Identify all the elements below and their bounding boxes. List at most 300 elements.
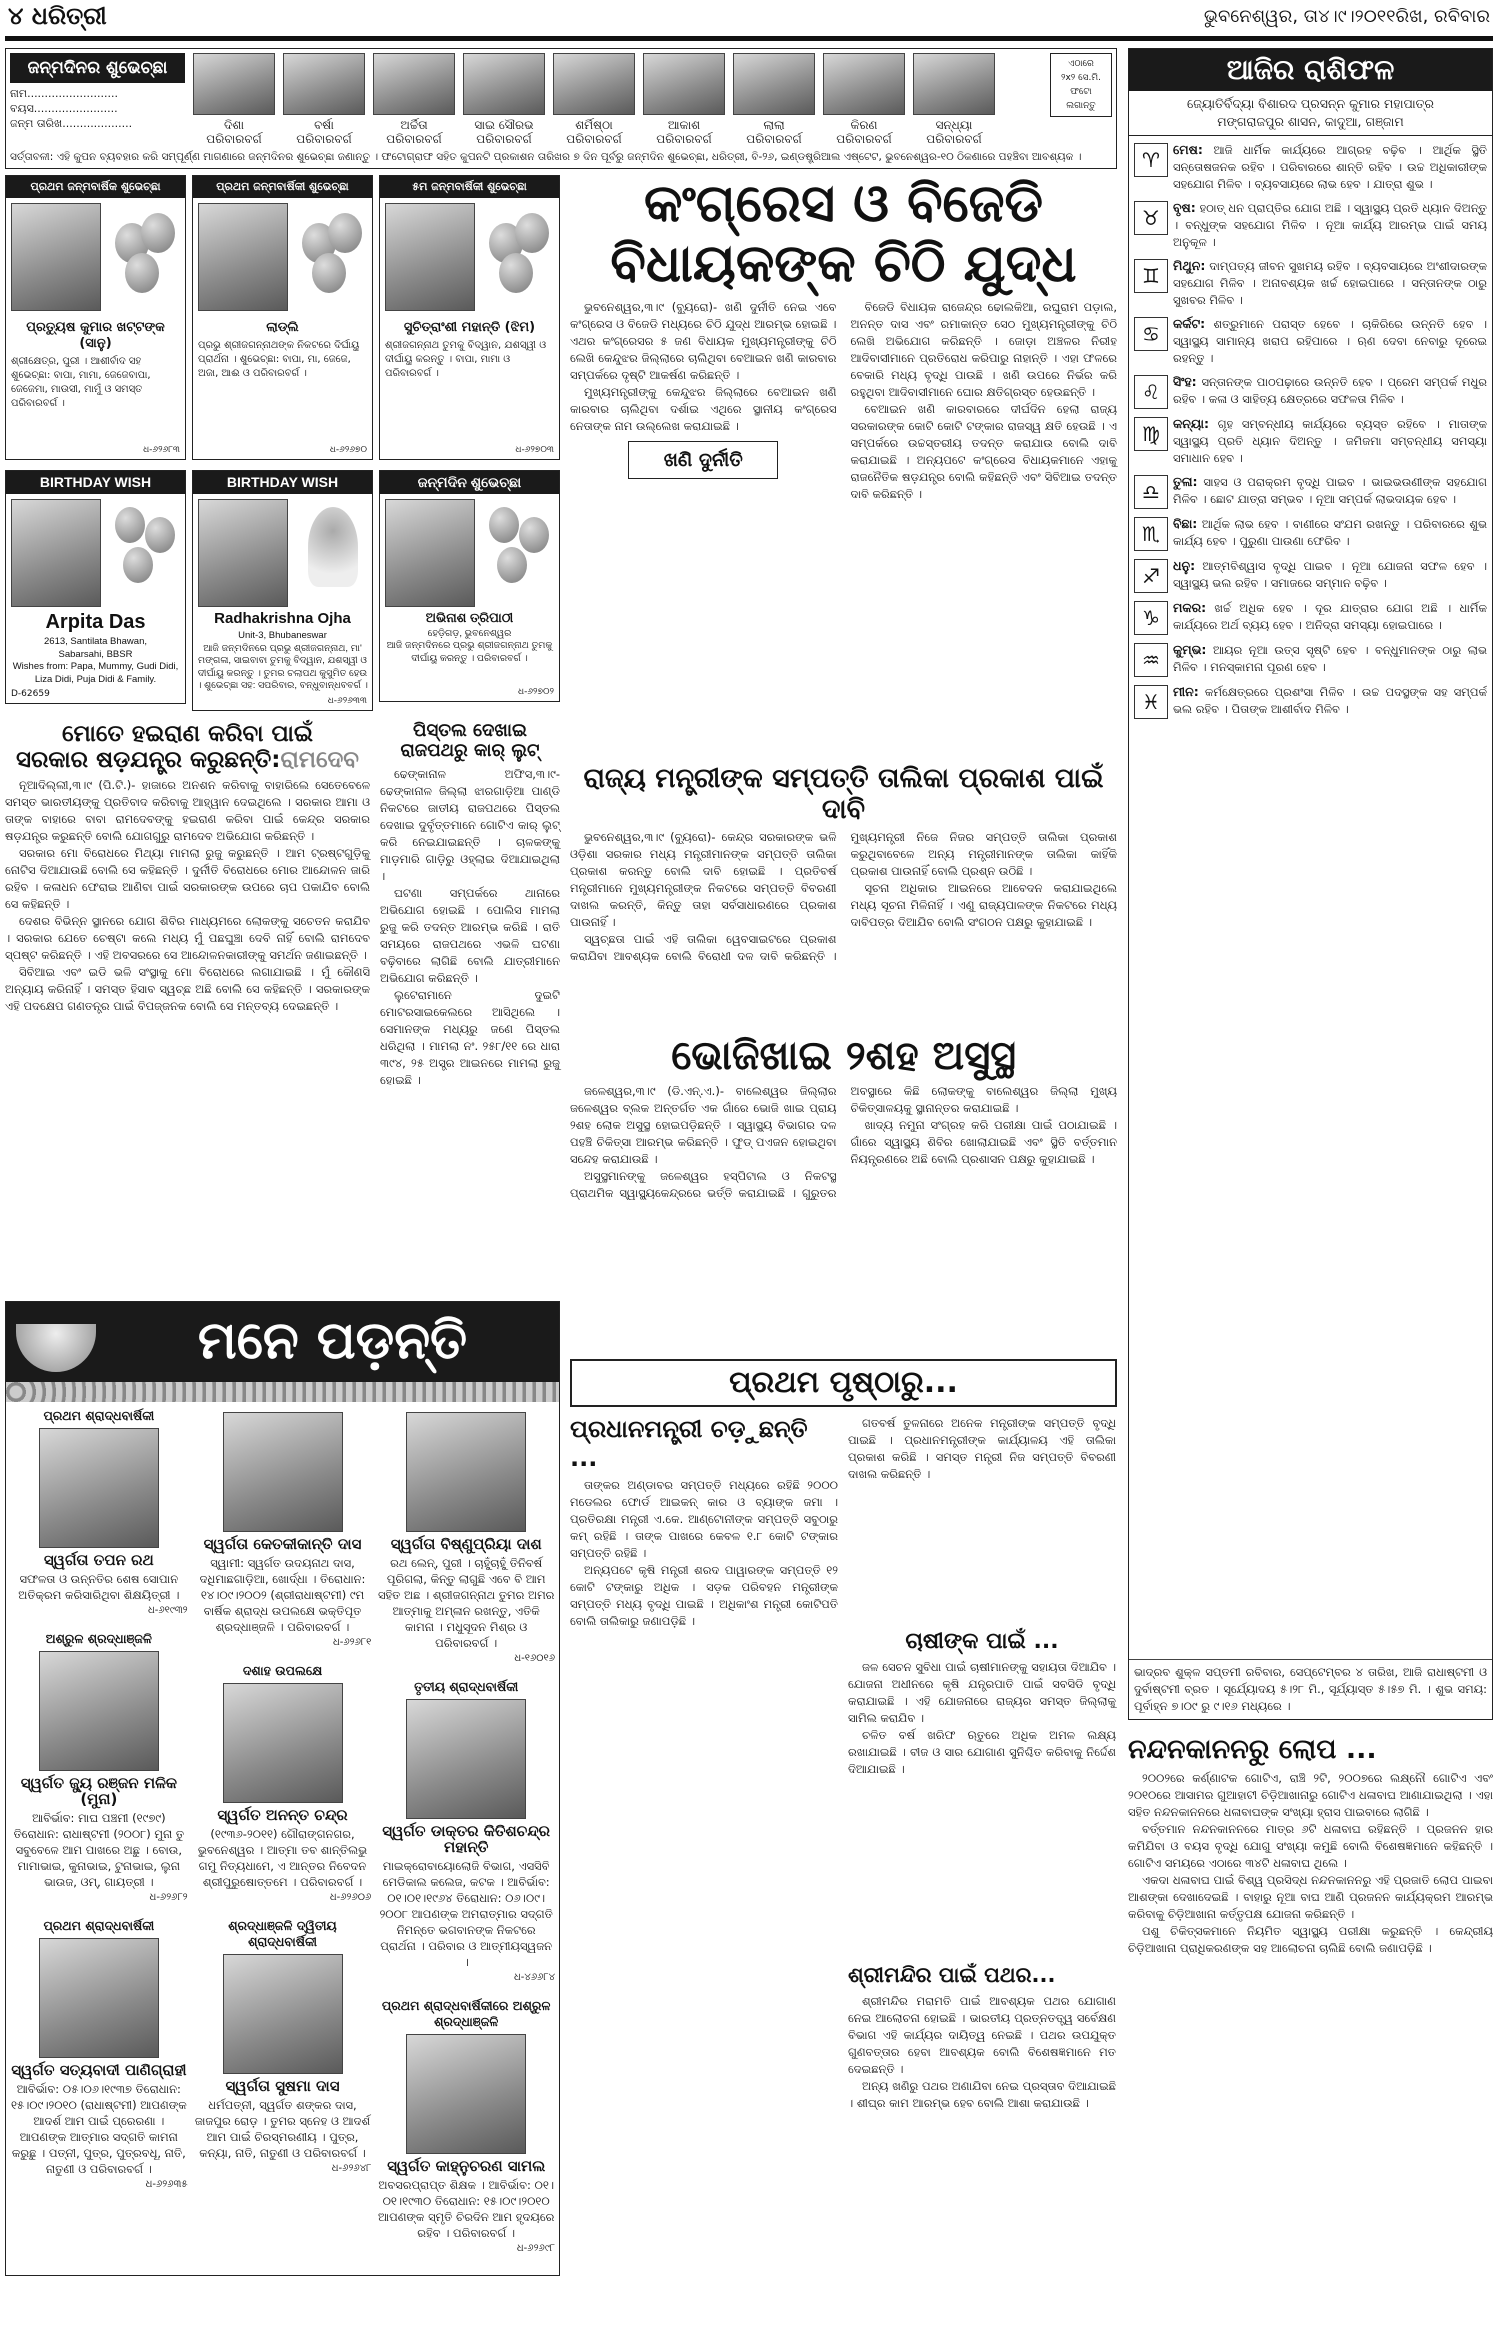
rashifal-title: ଆଜିର ରାଶିଫଳ <box>1129 49 1492 91</box>
wish-line: Wishes from: Papa, Mummy, Gudi Didi, Liza Didi, Puja Didi & Family. <box>12 661 179 685</box>
obituary-photo <box>406 2034 526 2154</box>
obituary-code: ଧ-୬୨୬୦୬ <box>329 1891 372 1903</box>
speaker: ରାମଦେବ <box>280 746 359 773</box>
temple-headline: ଶ୍ରୀମନ୍ଦିର ପାଇଁ ପଥର... <box>848 1963 1056 1988</box>
obituary-name: ସ୍ୱର୍ଗତା କେତକୀକାନ୍ତି ଦାସ <box>203 1534 362 1553</box>
wish-line: Unit-3, Bhubaneswar <box>238 630 327 641</box>
paragraph: ଶ୍ରୀମନ୍ଦିର ମରାମତି ପାଇଁ ଆବଶ୍ୟକ ପଥର ଯୋଗାଣ ନେଇ ଆଲୋଚନା ହୋଇଛି । ଭାରତୀୟ ପ୍ରତ୍ନତତ୍ତ୍ୱ ସର୍ବେକ୍ଷଣ ବିଭାଗ ଏହି କାର୍ଯ୍ୟର ଦାୟିତ୍ୱ ନେଇଛି । ପଥର ଉପଯୁକ୍ତ ଗୁଣବତ୍ତାର ହେବା ଆବଶ୍ୟକ ବୋଲି ବିଶେଷଜ୍ଞମାନେ ମତ ଦେଇଛନ୍ତି । <box>848 1993 1116 2076</box>
kid-photo <box>463 53 545 115</box>
obituary-text: ଅବସରପ୍ରାପ୍ତ ଶିକ୍ଷକ । ଆବିର୍ଭାବ: ୦୧।୦୧।୧୯୩୦ ତିରୋଧାନ: ୧୫।୦୯।୨୦୧୦ ଆପଣଙ୍କ ସ୍ମୃତି ଚିରଦିନ ଆମ ହୃଦୟରେ ରହିବ । ପରିବାରବର୍ଗ । <box>377 2177 555 2240</box>
kid-photo <box>193 53 275 115</box>
ad-text: ପ୍ରଭୁ ଶ୍ରୀଜଗନ୍ନାଥଙ୍କ ନିକଟରେ ଦିର୍ଘାୟୁ ପ୍ରାର୍ଥନା । ଶୁଭେଚ୍ଛା: ବାପା, ମା, ଜେଜେ, ଅଜା, ଆଈ ଓ ପରିବାରବର୍ଗ । <box>198 340 360 379</box>
paragraph: ଏକଦା ଧଳାବାଘ ପାଇଁ ବିଶ୍ୱ ପ୍ରସିଦ୍ଧ ନନ୍ଦନକାନନରୁ ଏହି ପ୍ରଜାତି ଲୋପ ପାଇବା ଆଶଙ୍କା ଦେଖାଦେଇଛି । ବାହାରୁ ନୂଆ ବାଘ ଆଣି ପ୍ରଜନନ କାର୍ଯ୍ୟକ୍ରମ ଆରମ୍ଭ କରିବାକୁ ଚିଡ଼ିଆଖାନା କର୍ତ୍ତୃପକ୍ଷ ଯୋଜନା କରିଛନ୍ତି । <box>1128 1873 1493 1922</box>
kid-card <box>193 53 275 146</box>
memorial-banner <box>6 1302 559 1402</box>
rashi-text: ଆୟର ନୂଆ ଉତ୍ସ ସୃଷ୍ଟି ହେବ । ବନ୍ଧୁମାନଙ୍କ ଠାରୁ ଲାଭ ମିଳିବ । ମନସ୍କାମନା ପୂରଣ ହେବ । <box>1173 643 1487 674</box>
kid-family: ପରିବାରବର୍ଗ <box>926 132 982 146</box>
kid-photo <box>823 53 905 115</box>
nandan-section <box>1128 1734 1493 1957</box>
wish-photo <box>385 499 475 607</box>
obituary <box>10 1631 188 1906</box>
memorial-column <box>10 1408 188 2269</box>
obituary <box>377 1998 555 2257</box>
obituary-code: ଧ-୧୬୦୧୬ <box>514 1652 556 1664</box>
wish-name: Radhakrishna Ojha <box>214 610 351 627</box>
obituary-photo <box>39 1651 159 1771</box>
birthday-ads <box>5 175 560 460</box>
obituary-text: (୧୯୩୬-୨୦୧୧) ଗୌରାଙ୍ଗନଗର, ଭୁବନେଶ୍ୱର । ଆତ୍ମା ତବ ଶାନ୍ତିଲଭୁ ଗମୁ ନିତ୍ୟଧାମେ, ଏ ଆନ୍ତର ନିବେଦନ ଶ୍ରୀପୁରୁଷୋତ୍ତମେ । ପରିବାରବର୍ଗ । <box>197 1826 368 1889</box>
birthday-wish-ad <box>5 470 186 704</box>
obituary <box>194 1663 372 1906</box>
paragraph: ନୂଆଦିଲ୍ଲୀ,୩।୯ (ପି.ଟି.)- ହାଜାରେ ଅନଶନ କରିବାକୁ ବାହାରିଲେ ସେତେବେଳେ ସମସ୍ତ ଭାରତୀୟଙ୍କୁ ପ୍ରତିବାଦ କରିବାକୁ ଆହ୍ୱାନ ଦେଇଥିଲେ । ସରକାର ଆମା ଓ ତାଙ୍କ ବାହାରେ ବାବା ରାମଦେବଙ୍କୁ ହଇରାଣ କରିବା ପାଇଁ କେନ୍ଦ୍ର ସରକାର ଷଡ଼ଯନ୍ତ୍ର କରୁଛନ୍ତି ବୋଲି ଯୋଗଗୁରୁ ରାମଦେବ ଅଭିଯୋଗ କରିଛନ୍ତି । <box>5 778 370 844</box>
obituary-text: ଧର୍ମପତ୍ନୀ, ସ୍ୱର୍ଗତ ଶଙ୍କର ଦାସ, ଜାଜପୁର ରୋଡ଼ । ତୁମର ସ୍ନେହ ଓ ଆଦର୍ଶ ଆମ ପାଇଁ ଚିରସ୍ମରଣୀୟ । ପୁତ୍ର, କନ୍ୟା, ନାତି, ନାତୁଣୀ ଓ ପରିବାରବର୍ଗ । <box>194 2097 371 2160</box>
kid-photo <box>913 53 995 115</box>
zodiac-icon: ♍ <box>1134 417 1168 451</box>
rashifal-place: ମଙ୍ଗରାଜପୁର ଶାସନ, କାଦୁଆ, ଗଞ୍ଜାମ <box>1217 114 1404 129</box>
obituary-text: ସ୍ୱାମୀ: ସ୍ୱର୍ଗତ ଉଦୟନାଥ ଦାସ, ଦଧିମାଛଗାଡ଼ିଆ, ଖୋର୍ଦ୍ଧା । ତିରୋଧାନ: ୧୪।୦୯।୨୦୦୨ (ଶ୍ରୀରାଧାଷ୍ଟମୀ) ୯ମ ବାର୍ଷିକ ଶ୍ରାଦ୍ଧ ଉପଲକ୍ଷେ ଭକ୍ତିପୂତ ଶ୍ରଦ୍ଧାଞ୍ଜଳି । ପରିବାରବର୍ଗ । <box>199 1555 366 1634</box>
rashi-text: ଦାମ୍ପତ୍ୟ ଜୀବନ ସୁଖମୟ ରହିବ । ବ୍ୟବସାୟରେ ଅଂଶୀଦାରଙ୍କ ସହଯୋଗ ମିଳିବ । ଅନାବଶ୍ୟକ ଖର୍ଚ୍ଚ ହୋଇପାରେ । ସନ୍ତାନଙ୍କ ଠାରୁ ସୁଖବର ମିଳିବ । <box>1173 259 1487 307</box>
obituary-heading: ପ୍ରଥମ ଶ୍ରାଦ୍ଧବାର୍ଷିକୀ <box>43 1407 155 1423</box>
rashi-entry <box>1134 515 1487 551</box>
obituary-code: ଧ-୬୨୬୮୨ <box>149 1891 188 1903</box>
headline-line: ମୋତେ ହଇରାଣ କରିବା ପାଇଁ <box>61 720 314 747</box>
kid-photo <box>733 53 815 115</box>
rashi-entry <box>1134 257 1487 309</box>
rashi-entry <box>1134 557 1487 593</box>
kid-family: ପରିବାରବର୍ଗ <box>566 132 622 146</box>
pm-article <box>570 1477 838 1630</box>
ramdev-article <box>5 777 370 1015</box>
ad-name: ଲାଡ୍ଲି <box>266 320 299 335</box>
kid-photo <box>373 53 455 115</box>
obituary-code: ଧ-୬୧୯୩୨ <box>147 1604 188 1616</box>
ad-photo <box>11 203 101 311</box>
wish-name: ଅଭିନାଶ ତ୍ରିପାଠୀ <box>425 610 514 625</box>
rashi-name: ସିଂହ: <box>1173 374 1197 389</box>
kid-family: ପରିବାରବର୍ଗ <box>836 132 892 146</box>
ad-picture <box>11 203 180 315</box>
obituary-photo <box>223 1683 343 1803</box>
obituary <box>194 1918 372 2177</box>
ad-title: ପ୍ରଥମ ଜନ୍ମବାର୍ଷିକ ଶୁଭେଚ୍ଛା <box>6 176 185 198</box>
birthday-coupon <box>5 48 1117 169</box>
obituary <box>377 1679 555 1986</box>
balloon-icon <box>328 213 362 253</box>
rashi-name: ମକର: <box>1173 600 1207 615</box>
obituary-name: ସ୍ୱର୍ଗତ ଅନନ୍ତ ଚନ୍ଦ୍ର <box>217 1805 348 1824</box>
paragraph: ଗତବର୍ଷ ତୁଳନାରେ ଅନେକ ମନ୍ତ୍ରୀଙ୍କ ସମ୍ପତ୍ତି ବୃଦ୍ଧି ପାଇଛି । ପ୍ରଧାନମନ୍ତ୍ରୀଙ୍କ କାର୍ଯ୍ୟାଳୟ ଏହି ତାଲିକା ପ୍ରକାଶ କରିଛି । ସମସ୍ତ ମନ୍ତ୍ରୀ ନିଜ ସମ୍ପତ୍ତି ବିବରଣୀ ଦାଖଲ କରିଛନ୍ତି । <box>848 1416 1116 1481</box>
paragraph: ଭୁବନେଶ୍ୱର,୩।୯ (ବ୍ୟୁରୋ)- କେନ୍ଦ୍ର ସରକାରଙ୍କ ଭଳି ଓଡ଼ିଶା ସରକାର ମଧ୍ୟ ମନ୍ତ୍ରୀମାନଙ୍କ ସମ୍ପତ୍ତି ତାଲିକା ପ୍ରକାଶ କରନ୍ତୁ ବୋଲି ଦାବି ହୋଇଛି । ପ୍ରତିବର୍ଷ ମନ୍ତ୍ରୀମାନେ ମୁଖ୍ୟମନ୍ତ୍ରୀଙ୍କ ନିକଟରେ ସମ୍ପତ୍ତି ବିବରଣୀ ଦାଖଲ କରନ୍ତି, କିନ୍ତୁ ତାହା ସର୍ବସାଧାରଣରେ ପ୍ରକାଶ ପାଉନାହିଁ । <box>570 830 837 930</box>
left-and-middle <box>5 175 1117 2276</box>
rashifal-byline <box>1129 91 1492 136</box>
kid-photo <box>553 53 635 115</box>
pm-section <box>570 1415 838 1630</box>
memorial-columns <box>6 1402 559 2275</box>
right-column <box>1128 48 1493 1957</box>
obituary <box>10 1408 188 1619</box>
kids-photo-row <box>193 53 1042 146</box>
wish-text <box>6 634 185 688</box>
paragraph: ତାଙ୍କର ଅଣ୍ଡାବର ସମ୍ପତ୍ତି ମଧ୍ୟରେ ରହିଛି ୨୦୦୦ ମଡେଲର ଫୋର୍ଡ ଆଇକନ୍ କାର ଓ ବ୍ୟାଙ୍କ ଜମା । ପ୍ରତିରକ୍ଷା ମନ୍ତ୍ରୀ ଏ.କେ. ଆଣ୍ଟୋନୀଙ୍କ ସମ୍ପତ୍ତି ସବୁଠାରୁ କମ୍ ରହିଛି । ତାଙ୍କ ପାଖରେ କେବଳ ୧.୮ କୋଟି ଟଙ୍କାର ସମ୍ପତ୍ତି ରହିଛି । <box>570 1477 838 1560</box>
paragraph: ୨୦୦୨ରେ କର୍ଣ୍ଣାଟକ ଗୋଟିଏ, ରାଞ୍ଚି ୨ଟି, ୨୦୦୭ରେ ଲକ୍ଷ୍ନୌ ଗୋଟିଏ ଏବଂ ୨୦୧୦ରେ ଆସାମର ଗୁଆହାଟୀ ଚିଡ଼ିଆଖାନାରୁ ଗୋଟିଏ ଧଳାବାଘ ଆଣାଯାଇଥିଲା । ଏହା ସହିତ ନନ୍ଦନକାନନରେ ଧଳାବାଘଙ୍କ ସଂଖ୍ୟା ହ୍ରାସ ପାଇବାରେ ଲାଗିଛି । <box>1128 1771 1493 1820</box>
rashifal-author: ଜ୍ୟୋତିର୍ବିଦ୍ୟା ବିଶାରଦ ପ୍ରସନ୍ନ କୁମାର ମହାପାତ୍ର <box>1186 96 1435 111</box>
headline-line: ରାଜପଥରୁ କାର୍ ଲୁଟ୍ <box>400 740 540 762</box>
balloon-icon <box>499 253 533 293</box>
ad-name: ସୁଚିତ୍ରାଂଶୀ ମହାନ୍ତି (ଝିମ) <box>403 320 536 335</box>
birthday-ad <box>379 175 560 460</box>
balloon-icon <box>141 213 175 253</box>
obituary-text: ଆବିର୍ଭାବ: ମାଘ ପଞ୍ଚମୀ (୧୯୭୯) ତିରୋଧାନ: ରାଧାଷ୍ଟମୀ (୨୦୦୮) ମୁନା ତୁ ସବୁବେଳେ ଆମ ପାଖରେ ଅଛୁ । ବୋଉ, ମାମାଭାଇ, କୁନାଭାଇ, ଟୁନାଭାଇ, ଲୁନା ଭାଉଜ, ଓମ୍, ଗାୟତ୍ରୀ । <box>13 1810 185 1889</box>
rashi-name: କୁମ୍ଭ: <box>1173 642 1207 657</box>
food-headline: ଭୋଜିଖାଇ ୨ଶହ ଅସୁସ୍ଥ <box>671 1033 1016 1079</box>
rashi-text: ଶତ୍ରୁମାନେ ପରାସ୍ତ ହେବେ । ଚାକିରିରେ ଉନ୍ନତି ହେବ । ସ୍ୱାସ୍ଥ୍ୟ ସାମାନ୍ୟ ଖରାପ ରହିପାରେ । ଋଣ ଦେବା ନେବାରୁ ଦୂରେଇ ରହନ୍ତୁ । <box>1173 317 1487 365</box>
headline-line: ସରକାର ଷଡ଼ଯନ୍ତ୍ର କରୁଛନ୍ତି: <box>16 746 281 773</box>
zodiac-icon: ♉ <box>1134 201 1168 235</box>
obituary <box>10 1918 188 2193</box>
pm-article-cont <box>848 1415 1116 1625</box>
obituary-name: ସ୍ୱର୍ଗତ ଜ୍ୟୁ ରଞ୍ଜନ ମଳିକ (ମୁନା) <box>20 1773 177 1808</box>
food-article <box>570 1083 1117 1202</box>
memorial-column <box>377 1408 555 2269</box>
pm-headline: ପ୍ରଧାନମନ୍ତ୍ରୀ ଚଡ଼ୁଛନ୍ତି ... <box>570 1415 808 1472</box>
panjika: ଭାଦ୍ରବ ଶୁକ୍ଳ ସପ୍ତମୀ ରବିବାର, ସେପ୍ଟେମ୍ବର ୪ ତାରିଖ, ଆଜି ରାଧାଷ୍ଟମୀ ଓ ଦୁର୍ବାଷ୍ଟମୀ ବ୍ରତ । ସୂର୍ଯ୍ୟୋଦୟ ୫।୨୮ ମି., ସୂର୍ଯ୍ୟାସ୍ତ ୫।୫୭ ମି. । ଶୁଭ ସମୟ: ପୂର୍ବାହ୍ନ ୭।୦୯ ରୁ ୯।୧୬ ମଧ୍ୟରେ । <box>1129 1659 1492 1719</box>
rashi-entry <box>1134 641 1487 677</box>
minister-article <box>570 829 1117 965</box>
ramdev-headline <box>5 721 370 774</box>
obituary <box>377 1412 555 1667</box>
rashi-text: ଗୃହ ସମ୍ବନ୍ଧୀୟ କାର୍ଯ୍ୟରେ ବ୍ୟସ୍ତ ରହିବେ । ମାତାଙ୍କ ସ୍ୱାସ୍ଥ୍ୟ ପ୍ରତି ଧ୍ୟାନ ଦିଅନ୍ତୁ । ଜମିଜମା ସମ୍ବନ୍ଧୀୟ ସମସ୍ୟା ସମାଧାନ ହେବ । <box>1173 417 1487 465</box>
kid-name: କିରଣ <box>850 118 878 132</box>
coupon-terms: ସର୍ତ୍ତାବଳୀ: ଏହି କୁପନ ବ୍ୟବହାର କରି ସମ୍ପୂର୍ଣ୍ଣ ମାଗଣାରେ ଜନ୍ମଦିନର ଶୁଭେଚ୍ଛା ଜଣାନ୍ତୁ । ଫଟୋଗ୍ରାଫ ସହିତ କୁପନଟି ପ୍ରକାଶନ ତାରିଖର ୭ ଦିନ ପୂର୍ବରୁ ଜନ୍ମଦିନ ଶୁଭେଚ୍ଛା, ଧରିତ୍ରୀ, ବି-୨୬, ଇଣ୍ଡଷ୍ଟ୍ରିଆଲ ଏଷ୍ଟେଟ, ଭୁବନେଶ୍ୱର-୧୦ ଠିକଣାରେ ପହଞ୍ଚିବା ଆବଶ୍ୟକ । <box>10 151 1082 163</box>
kid-card <box>373 53 455 146</box>
obituary-photo <box>406 1412 526 1532</box>
ad-picture <box>198 203 367 315</box>
birthday-wish-ad <box>192 470 373 711</box>
photo-note-line: ଲଗାନ୍ତୁ <box>1066 101 1096 111</box>
photo-note-line: ୨x୨ ସେ.ମି. <box>1061 73 1101 83</box>
kid-card <box>463 53 545 146</box>
zodiac-icon: ♑ <box>1134 601 1168 635</box>
balloon-icon <box>145 517 175 553</box>
zodiac-icon: ♋ <box>1134 317 1168 351</box>
balloon-icon <box>515 213 549 253</box>
left-wide-area <box>5 48 1117 2276</box>
zodiac-icon: ♌ <box>1134 375 1168 409</box>
obituary-photo <box>223 1954 343 2074</box>
balloon-icon <box>519 517 549 553</box>
zodiac-icon: ♈ <box>1134 143 1168 177</box>
obituary-photo <box>223 1412 343 1532</box>
headline-line: କଂଗ୍ରେସ ଓ ବିଜେଡି <box>643 174 1044 234</box>
rashi-name: ମିଥୁନ: <box>1173 258 1206 273</box>
ad-text: ଶ୍ରୀଜଗନ୍ନାଥ ତୁମକୁ ବିଦ୍ୱାନ, ଯଶସ୍ୱୀ ଓ ଦୀର୍ଘାୟୁ କରନ୍ତୁ । ବାପା, ମାମା ଓ ପରିବାରବର୍ଗ । <box>385 340 547 379</box>
kid-name: ଆକାଶ <box>667 118 701 132</box>
ramdev-section <box>5 721 370 1016</box>
rashi-text: ଆଜି ଧାର୍ମିକ କାର୍ଯ୍ୟରେ ଆଗ୍ରହ ବଢ଼ିବ । ଆର୍ଥିକ ସ୍ଥିତି ସନ୍ତୋଷଜନକ ରହିବ । ପରିବାରରେ ଶାନ୍ତି ରହିବ । ଉଚ୍ଚ ଅଧିକାରୀଙ୍କ ସହଯୋଗ ମିଳିବ । ବ୍ୟବସାୟରେ ଲାଭ ହେବ । ଯାତ୍ରା ଶୁଭ । <box>1173 143 1487 191</box>
minister-section <box>570 763 1117 1025</box>
paragraph: ମୁଖ୍ୟମନ୍ତ୍ରୀଙ୍କୁ କେନ୍ଦୁଝର ଜିଲ୍ଲାରେ ବେଆଇନ ଖଣି କାରବାର ଚାଲିଥିବା ଦର୍ଶାଇ ଏଥିରେ ସ୍ଥାନୀୟ କଂଗ୍ରେସ ନେତାଙ୍କ ନାମ ଉଲ୍ଲେଖ କରାଯାଇଛି । <box>570 384 837 433</box>
kid-card <box>823 53 905 146</box>
photo-note-line: ଫଟୋ <box>1070 87 1092 97</box>
wish-picture <box>198 499 367 605</box>
paragraph: ସ୍ୱଚ୍ଛତା ପାଇଁ ଏହି ତାଲିକା ୱେବସାଇଟରେ ପ୍ରକାଶ କରାଯିବା ଆବଶ୍ୟକ ବୋଲି ବିରୋଧୀ ଦଳ ଦାବି କରିଛନ୍ତି । ମୁଖ୍ୟମନ୍ତ୍ରୀ ନିଜେ ନିଜର ସମ୍ପତ୍ତି ତାଲିକା ପ୍ରକାଶ କରୁଥିବାବେଳେ ଅନ୍ୟ ମନ୍ତ୍ରୀମାନଙ୍କ ତାଲିକା କାହିଁକି ପ୍ରକାଶ ପାଉନାହିଁ ବୋଲି ପ୍ରଶ୍ନ ଉଠିଛି । <box>570 830 1117 964</box>
rashi-name: ଧନୁ: <box>1173 558 1196 573</box>
birthday-ad <box>5 175 186 460</box>
wish-line: ଆଜି ଜନ୍ମଦିନରେ ପ୍ରଭୁ ଶ୍ରୀଜଗନ୍ନାଥ, ମା' ମଙ୍ଗଳା, ସାଇବାବା ତୁମକୁ ବିଦ୍ୱାନ, ଯଶସ୍ୱୀ ଓ ଦୀର୍ଘାୟୁ କରନ୍ତୁ । ତୁମର ଚଲାପଥ କୁସୁମିତ ହେଉ । ଶୁଭେଚ୍ଛା ସହ: ସପରିବାର, ବନ୍ଧୁବାନ୍ଧବବର୍ଗ । <box>197 642 368 691</box>
zodiac-icon: ♏ <box>1134 517 1168 551</box>
paragraph: ଜଳେଶ୍ୱର,୩।୯ (ଡି.ଏନ୍.ଏ.)- ବାଲେଶ୍ୱର ଜିଲ୍ଲାର ଜଳେଶ୍ୱର ବ୍ଲକ ଅନ୍ତର୍ଗତ ଏକ ଗାଁରେ ଭୋଜି ଖାଇ ପ୍ରାୟ ୨ଶହ ଲୋକ ଅସୁସ୍ଥ ହୋଇପଡ଼ିଛନ୍ତି । ସ୍ୱାସ୍ଥ୍ୟ ବିଭାଗର ଦଳ ପହଞ୍ଚି ଚିକିତ୍ସା ଆରମ୍ଭ କରିଛନ୍ତି । ଫୁଡ୍ ପଏଜନ ହୋଇଥିବା ସନ୍ଦେହ କରାଯାଉଛି । <box>570 1084 837 1166</box>
rashi-name: ବିଛା: <box>1173 516 1198 531</box>
wish-line: Sabarsahi, BBSR <box>58 648 133 660</box>
wish-picture <box>11 499 180 605</box>
kid-card <box>283 53 365 146</box>
paragraph: ଚଳିତ ବର୍ଷ ଖରିଫ ଋତୁରେ ଅଧିକ ଅମଳ ଲକ୍ଷ୍ୟ ରଖାଯାଇଛି । ବୀଜ ଓ ସାର ଯୋଗାଣ ସୁନିଶ୍ଚିତ କରିବାକୁ ନିର୍ଦ୍ଦେଶ ଦିଆଯାଇଛି । <box>848 1728 1116 1777</box>
zodiac-icon: ♎ <box>1134 475 1168 509</box>
kid-card <box>553 53 635 146</box>
rashi-name: କର୍କଟ: <box>1173 316 1206 331</box>
ad-picture <box>385 203 554 315</box>
obituary <box>194 1412 372 1651</box>
paragraph: ବିଜେଡି ବିଧାୟକ ରାଜେନ୍ଦ୍ର ଢୋଲକିଆ, ରଘୁରାମ ପଡ଼ାଲ, ଅନନ୍ତ ଦାସ ଏବଂ ରମାକାନ୍ତ ସେଠ ମୁଖ୍ୟମନ୍ତ୍ରୀଙ୍କୁ ଚିଠି ଲେଖି ଅଭିଯୋଗ କରିଛନ୍ତି । ଜୋଡ଼ା ଅଞ୍ଚଳର ନିରୀହ ଆଦିବାସୀମାନେ ପ୍ରତିରୋଧ କରିପାରୁ ନାହାନ୍ତି । ଏହା ଫଳରେ ବେକାରି ମଧ୍ୟ ବୃଦ୍ଧି ପାଉଛି । ଖଣି ଉପରେ ନିର୍ଭର କରି ରହୁଥିବା ଆଦିବାସୀମାନେ ଘୋର କ୍ଷତିଗ୍ରସ୍ତ ହେଉଛନ୍ତି । <box>850 299 1117 399</box>
obituary-name: ସ୍ୱର୍ଗତ କାହ୍ନୁଚରଣ ସାମଲ <box>387 2156 546 2175</box>
balloon-icon <box>312 253 346 293</box>
rashi-entry <box>1134 683 1487 719</box>
paragraph: ସରକାର ମୋ ବିରୋଧରେ ମିଥ୍ୟା ମାମଲା ରୁଜୁ କରୁଛନ୍ତି । ଆମ ଟ୍ରଷ୍ଟଗୁଡ଼ିକୁ ନୋଟିସ ଦିଆଯାଉଛି ବୋଲି ସେ କହିଛନ୍ତି । ଦୁର୍ନୀତି ବିରୋଧରେ ମୋର ଆନ୍ଦୋଳନ ଜାରି ରହିବ । କଳାଧନ ଫେରାଇ ଆଣିବା ପାଇଁ ସରକାରଙ୍କ ଉପରେ ଚାପ ପକାଯିବ ବୋଲି ସେ କହିଛନ୍ତି । <box>5 846 370 912</box>
temple-article <box>848 1993 1116 2112</box>
lead-article <box>570 299 1117 503</box>
wish-code: D-62659 <box>11 689 50 699</box>
lead-section <box>570 175 1117 755</box>
wish-line: 2613, Santilata Bhawan, <box>44 636 147 647</box>
rashi-text: ଖର୍ଚ୍ଚ ଅଧିକ ହେବ । ଦୂର ଯାତ୍ରାର ଯୋଗ ଅଛି । ଧାର୍ମିକ କାର୍ଯ୍ୟରେ ଅର୍ଥ ବ୍ୟୟ ହେବ । ଅନିଦ୍ରା ସମସ୍ୟା ହୋଇପାରେ । <box>1173 601 1487 632</box>
photo-placeholder <box>1050 53 1112 117</box>
wish-line: ହେଡ଼ିଗଡ଼, ଭୁବନେଶ୍ୱର <box>427 627 512 639</box>
flower-garland <box>6 1382 559 1402</box>
dateline: ଭୁବନେଶ୍ୱର, ତା୪।୯।୨୦୧୧ରିଖ, ରବିବାର <box>1203 6 1490 27</box>
paragraph: ବର୍ତ୍ତମାନ ନନ୍ଦନକାନନରେ ମାତ୍ର ୬ଟି ଧଳାବାଘ ରହିଛନ୍ତି । ପ୍ରଜନନ ହାର କମିଯିବା ଓ ବୟସ ବୃଦ୍ଧି ଯୋଗୁ ସଂଖ୍ୟା କମୁଛି ବୋଲି ବିଶେଷଜ୍ଞମାନେ କହିଛନ୍ତି । ଗୋଟିଏ ସମୟରେ ଏଠାରେ ୩୪ଟି ଧଳାବାଘ ଥିଲେ । <box>1128 1822 1493 1871</box>
ad-photo <box>385 203 475 311</box>
obituary-name: ସ୍ୱର୍ଗତା ସୁଷମା ଦାସ <box>225 2076 340 2095</box>
paragraph: ଲୁଟେରାମାନେ ଦୁଇଟି ମୋଟରସାଇକେଲରେ ଆସିଥିଲେ । ସେମାନଙ୍କ ମଧ୍ୟରୁ ଜଣେ ପିସ୍ତଲ ଧରିଥିଲା । ମାମଲା ନଂ. ୨୫୮/୧୧ ରେ ଧାରା ୩୯୪, ୨୫ ଅସ୍ତ୍ର ଆଇନରେ ମାମଲା ରୁଜୁ ହୋଇଛି । <box>380 987 560 1087</box>
kid-name: ବର୍ଷା <box>314 118 334 132</box>
wish-photo <box>11 499 101 607</box>
front-page-continued: ପ୍ରଥମ ପୃଷ୍ଠାରୁ... <box>570 1359 1117 1407</box>
minister-headline: ରାଜ୍ୟ ମନ୍ତ୍ରୀଙ୍କ ସମ୍ପତ୍ତି ତାଲିକା ପ୍ରକାଶ ପାଇଁ ଦାବି <box>583 763 1104 826</box>
wish-code: ଧ-୬୨୬୩୩ <box>327 695 367 706</box>
nandan-article <box>1128 1770 1493 1957</box>
wish-text <box>193 628 372 695</box>
wish-code: ଧ-୬୨୭୦୨ <box>518 687 554 697</box>
coupon-title: ଜନ୍ମଦିନର ଶୁଭେଚ୍ଛା <box>10 53 185 83</box>
balloon-icon <box>115 507 145 543</box>
food-section <box>570 1033 1117 1351</box>
rashi-entry <box>1134 141 1487 193</box>
ad-text: ଶ୍ରୀକ୍ଷେତ୍ର, ପୁରୀ । ଆଶୀର୍ବାଦ ସହ ଶୁଭେଚ୍ଛା: ବାପା, ମାମା, ଜେଜେବାପା, ଜେଜେମା, ମାଉସୀ, ମାମୁଁ ଓ ସମସ୍ତ ପରିବାରବର୍ଗ । <box>11 356 151 409</box>
kid-family: ପରିବାରବର୍ଗ <box>296 132 352 146</box>
headline-line: ବିଧାୟକଙ୍କ ଚିଠି ଯୁଦ୍ଧ <box>610 233 1077 294</box>
birthday-wish-ad <box>379 470 560 702</box>
wish-picture <box>385 499 554 605</box>
pistol-article <box>380 766 560 1089</box>
rashi-text: ଆତ୍ମବିଶ୍ୱାସ ବୃଦ୍ଧି ପାଇବ । ନୂଆ ଯୋଜନା ସଫଳ ହେବ । ସ୍ୱାସ୍ଥ୍ୟ ଭଲ ରହିବ । ସମାଜରେ ସମ୍ମାନ ବଢ଼ିବ । <box>1173 559 1487 590</box>
wish-title: BIRTHDAY WISH <box>6 471 185 494</box>
wish-line: ଆଜି ଜନ୍ମଦିନରେ ପ୍ରଭୁ ଶ୍ରୀଜଗନ୍ନାଥ ତୁମକୁ ଦୀର୍ଘାୟୁ କରନ୍ତୁ । ପରିବାରବର୍ଗ । <box>386 640 553 664</box>
paragraph: ପଶୁ ଚିକିତ୍ସକମାନେ ନିୟମିତ ସ୍ୱାସ୍ଥ୍ୟ ପରୀକ୍ଷା କରୁଛନ୍ତି । କେନ୍ଦ୍ରୀୟ ଚିଡ଼ିଆଖାନା ପ୍ରାଧିକରଣଙ୍କ ସହ ଆଲୋଚନା ଚାଲିଛି ବୋଲି ଜଣାପଡ଼ିଛି । <box>1128 1924 1493 1956</box>
kid-name: ଦିଶା <box>224 118 244 132</box>
kid-card <box>643 53 725 146</box>
obituary-code: ଧ-୪୬୬୮୪ <box>514 1971 556 1983</box>
ad-name: ପ୍ରତ୍ୟୁଷ କୁମାର ଖଟ୍ଟଙ୍କ (ସାନୁ) <box>26 320 165 351</box>
kid-family: ପରିବାରବର୍ଗ <box>206 132 262 146</box>
lead-headline <box>570 175 1117 295</box>
birthday-wishes <box>5 470 560 711</box>
oil-lamp-icon <box>16 1324 96 1372</box>
page-number: ୪ ଧରିତ୍ରୀ <box>8 2 107 30</box>
rashi-name: ମେଷ: <box>1173 142 1203 157</box>
paragraph: ବେଆଇନ ଖଣି କାରବାରରେ ଦୀର୍ଘଦିନ ହେଲା ରାଜ୍ୟ ସରକାରଙ୍କ କୋଟି କୋଟି ଟଙ୍କାର ରାଜସ୍ୱ କ୍ଷତି ହେଉଛି । ଏ ସମ୍ପର୍କରେ ଉଚ୍ଚସ୍ତରୀୟ ତଦନ୍ତ କରାଯାଉ ବୋଲି ଦାବି କରାଯାଇଛି । ଅନ୍ୟପଟେ କଂଗ୍ରେସ ବିଧାୟକମାନେ ଏହାକୁ ରାଜନୈତିକ ଷଡ଼ଯନ୍ତ୍ର ବୋଲି କହିଛନ୍ତି ଏବଂ ସିବିଆଇ ତଦନ୍ତ ଦାବି କରିଛନ୍ତି । <box>850 401 1117 501</box>
paragraph: ଘଟଣା ସମ୍ପର୍କରେ ଥାନାରେ ଅଭିଯୋଗ ହୋଇଛି । ପୋଲିସ ମାମଲା ରୁଜୁ କରି ତଦନ୍ତ ଆରମ୍ଭ କରିଛି । ରାତି ସମୟରେ ରାଜପଥରେ ଏଭଳି ଘଟଣା ବଢ଼ିବାରେ ଲାଗିଛି ବୋଲି ଯାତ୍ରୀମାନେ ଅଭିଯୋଗ କରିଛନ୍ତି । <box>380 885 560 985</box>
kid-name: ଲାଲା <box>763 118 785 132</box>
paragraph: ଦେଶର ବିଭିନ୍ନ ସ୍ଥାନରେ ଯୋଗ ଶିବିର ମାଧ୍ୟମରେ ଲୋକଙ୍କୁ ସଚେତନ କରାଯିବ । ସରକାର ଯେତେ ଚେଷ୍ଟା କଲେ ମଧ୍ୟ ମୁଁ ପଛଘୁଞ୍ଚା ଦେବି ନାହିଁ ବୋଲି ରାମଦେବ ସ୍ପଷ୍ଟ କରିଛନ୍ତି । ଏହି ଅବସରରେ ସେ ଆନ୍ଦୋଳନକାରୀଙ୍କୁ ସମର୍ଥନ ଜଣାଇଛନ୍ତି । <box>5 914 370 963</box>
news-row <box>5 721 560 1291</box>
balloon-icon <box>123 547 153 583</box>
rashi-text: ହଠାତ୍ ଧନ ପ୍ରାପ୍ତିର ଯୋଗ ଅଛି । ସ୍ୱାସ୍ଥ୍ୟ ପ୍ରତି ଧ୍ୟାନ ଦିଅନ୍ତୁ । ବନ୍ଧୁଙ୍କ ସହଯୋଗ ମିଳିବ । ନୂଆ କାର୍ଯ୍ୟ ଆରମ୍ଭ ପାଇଁ ସମୟ ଅନୁକୂଳ । <box>1173 201 1487 249</box>
kid-card <box>733 53 815 146</box>
ad-code: ଧ-୬୨୬୭୦ <box>329 445 367 455</box>
birthday-ad <box>192 175 373 460</box>
obituary-code: ଧ-୬୨୬୮୧ <box>332 1636 372 1648</box>
obituary-name: ସ୍ୱର୍ଗତା ବିଷ୍ଣୁପ୍ରିୟା ଦାଶ <box>390 1534 542 1553</box>
pistol-section <box>380 721 560 1089</box>
paragraph: ଅସୁସ୍ଥମାନଙ୍କୁ ଜଳେଶ୍ୱର ହସ୍ପିଟାଲ ଓ ନିକଟସ୍ଥ ପ୍ରାଥମିକ ସ୍ୱାସ୍ଥ୍ୟକେନ୍ଦ୍ରରେ ଭର୍ତ୍ତି କରାଯାଇଛି । ଗୁରୁତର ଅବସ୍ଥାରେ କିଛି ଲୋକଙ୍କୁ ବାଲେଶ୍ୱର ଜିଲ୍ଲା ମୁଖ୍ୟ ଚିକିତ୍ସାଳୟକୁ ସ୍ଥାନାନ୍ତର କରାଯାଇଛି । <box>570 1084 1117 1200</box>
rashi-name: ବୃଷ: <box>1173 200 1196 215</box>
coupon-field[interactable]: ଜନ୍ମ ତାରିଖ.................... <box>10 117 133 130</box>
rashi-name: ତୁଳା: <box>1173 474 1198 489</box>
header-rule <box>5 36 1493 41</box>
rashi-text: ଆର୍ଥିକ ଲାଭ ହେବ । ବାଣୀରେ ସଂଯମ ରଖନ୍ତୁ । ପରିବାରରେ ଶୁଭ କାର୍ଯ୍ୟ ହେବ । ପୁରୁଣା ପାଉଣା ଫେରିବ । <box>1173 517 1487 548</box>
obituary-photo <box>406 1699 526 1819</box>
ad-code: ଧ-୬୨୭୦୩ <box>515 445 554 455</box>
memorial-column <box>194 1408 372 2269</box>
left-column <box>5 175 560 2276</box>
obituary-heading: ତୃତୀୟ ଶ୍ରାଦ୍ଧବାର୍ଷିକୀ <box>414 1678 519 1694</box>
obituary-heading: ପ୍ରଥମ ଶ୍ରାଦ୍ଧବାର୍ଷିକୀ <box>43 1917 155 1933</box>
zodiac-icon: ♒ <box>1134 643 1168 677</box>
flower-vase-icon <box>308 507 358 587</box>
obituary-text: ଆବିର୍ଭାବ: ୦୫।୦୬।୧୯୩୭ ତିରୋଧାନ: ୧୫।୦୯।୨୦୧୦ (ରାଧାଷ୍ଟମୀ) ଆପଣଙ୍କ ଆଦର୍ଶ ଆମ ପାଇଁ ପ୍ରେରଣା । ଆପଣଙ୍କ ଆତ୍ମାର ସଦ୍‌ଗତି କାମନା କରୁଛୁ । ପତ୍ନୀ, ପୁତ୍ର, ପୁତ୍ରବଧୂ, ନାତି, ନାତୁଣୀ ଓ ପରିବାରବର୍ଗ । <box>10 2081 187 2176</box>
coupon-form[interactable] <box>10 83 185 131</box>
paragraph: ଭୁବନେଶ୍ୱର,୩।୯ (ବ୍ୟୁରୋ)- ଖଣି ଦୁର୍ନୀତି ନେଇ ଏବେ କଂଗ୍ରେସ ଓ ବିଜେଡି ମଧ୍ୟରେ ଚିଠି ଯୁଦ୍ଧ ଆରମ୍ଭ ହୋଇଛି । ଏଥର କଂଗ୍ରେସର ୫ ଜଣ ବିଧାୟକ ମୁଖ୍ୟମନ୍ତ୍ରୀଙ୍କୁ ଚିଠି ଲେଖି କେନ୍ଦୁଝର ଜିଲ୍ଲାରେ ଚାଲିଥିବା ବେଆଇନ ଖଣି କାରବାର ସମ୍ପର୍କରେ ଦୃଷ୍ଟି ଆକର୍ଷଣ କରିଛନ୍ତି । <box>570 299 837 382</box>
photo-note-line: ଏଠାରେ <box>1068 59 1094 69</box>
farm-article <box>848 1659 1116 1959</box>
ad-title: ୫ମ ଜନ୍ମବାର୍ଷିକୀ ଶୁଭେଚ୍ଛା <box>380 176 559 198</box>
obituary-text: ମାଇକ୍ରୋବାୟୋଲୋଜି ବିଭାଗ, ଏସସିବି ମେଡିକାଲ କଲେଜ, କଟକ । ଆବିର୍ଭାବ: ୦୧।୦୧।୧୯୬୪ ତିରୋଧାନ: ୦୬।୦୯।୨୦୦୮ ଆପଣଙ୍କ ଅମରାତ୍ମାର ସଦ୍‌ଗତି ନିମନ୍ତେ ଭଗବାନଙ୍କ ନିକଟରେ ପ୍ରାର୍ଥନା । ପରିବାର ଓ ଆତ୍ମୀୟସ୍ୱଜନ । <box>379 1858 553 1969</box>
obituary-text: ସଫଳତା ଓ ଉନ୍ନତିର ଶେଷ ସୋପାନ ଅତିକ୍ରମ କରିସାରିଥିବା ଶିକ୍ଷୟିତ୍ରୀ । <box>18 1571 180 1602</box>
balloon-icon <box>125 253 159 293</box>
memorial-section <box>5 1301 560 2276</box>
paragraph: ଢେଙ୍କାନାଳ ଅଫିସ,୩।୯- ଢେଙ୍କାନାଳ ଜିଲ୍ଲା ଝାରଗାଡ଼ିଆ ପାଣ୍ଡି ନିକଟରେ ଜାତୀୟ ରାଜପଥରେ ପିସ୍ତଲ ଦେଖାଇ ଦୁର୍ବୃତ୍ତମାନେ ଗୋଟିଏ କାର୍ ଲୁଟ୍ କରି ନେଇଯାଇଛନ୍ତି । ଚାଳକଙ୍କୁ ମାଡ଼ମାରି ଗାଡ଼ିରୁ ଓହ୍ଲାଇ ଦିଆଯାଇଥିଲା । <box>380 766 560 883</box>
ad-title: ପ୍ରଥମ ଜନ୍ମବାର୍ଷିକୀ ଶୁଭେଚ୍ଛା <box>193 176 372 198</box>
kid-name: ଶର୍ମିଷ୍ଠା <box>575 118 613 132</box>
headline-line: ପିସ୍ତଲ ଦେଖାଇ <box>413 719 527 741</box>
memorial-title: ମନେ ପଡ଼ନ୍ତି <box>197 1310 468 1371</box>
ad-photo <box>198 203 288 311</box>
obituary-name: ସ୍ୱର୍ଗତା ତପନ ରଥ <box>43 1550 154 1569</box>
rashi-entry <box>1134 199 1487 251</box>
pistol-headline <box>380 721 560 762</box>
rashifal-list <box>1129 136 1492 1659</box>
wish-photo <box>198 499 288 607</box>
kid-name: ସନ୍ଧ୍ୟା <box>935 118 973 132</box>
obituary-photo <box>39 1428 159 1548</box>
paragraph: ଅନ୍ୟ ଖଣିରୁ ପଥର ଅଣାଯିବା ନେଇ ପ୍ରସ୍ତାବ ଦିଆଯାଇଛି । ଶୀଘ୍ର କାମ ଆରମ୍ଭ ହେବ ବୋଲି ଆଶା କରାଯାଉଛି । <box>848 2078 1116 2110</box>
balloon-icon <box>497 547 527 583</box>
coupon-top-row <box>10 53 1112 146</box>
rashi-entry <box>1134 415 1487 467</box>
obituary-heading: ଦଶାହ ଉପଲକ୍ଷେ <box>242 1662 323 1678</box>
kid-name: ଅର୍ଚ୍ଚିତା <box>400 118 428 132</box>
ad-code: ଧ-୬୨୬୮୩ <box>143 445 180 455</box>
paragraph: ଜଳ ସେଚନ ସୁବିଧା ପାଇଁ ଚାଷୀମାନଙ୍କୁ ସହାୟତା ଦିଆଯିବ । ଯୋଜନା ଅଧୀନରେ କୃଷି ଯନ୍ତ୍ରପାତି ପାଇଁ ସବସିଡି ବୃଦ୍ଧି କରାଯାଇଛି । ଏହି ଯୋଜନାରେ ରାଜ୍ୟର ସମସ୍ତ ଜିଲ୍ଲାକୁ ସାମିଲ କରାଯିବ । <box>848 1660 1116 1726</box>
rashi-entry <box>1134 315 1487 367</box>
kid-card <box>913 53 995 146</box>
rashi-entry <box>1134 599 1487 635</box>
kid-family: ପରିବାରବର୍ଗ <box>476 132 532 146</box>
kid-photo <box>283 53 365 115</box>
wish-text <box>380 626 559 686</box>
obituary-name: ସ୍ୱର୍ଗତ ସତ୍ୟବାଦୀ ପାଣିଗ୍ରାହୀ <box>11 2060 187 2079</box>
wish-title: BIRTHDAY WISH <box>193 471 372 494</box>
obituary-name: ସ୍ୱର୍ଗତ ଡାକ୍ତର କିତିଶଚନ୍ଦ୍ର ମହାନ୍ତି <box>382 1821 551 1856</box>
obituary-photo <box>39 1938 159 2058</box>
kid-family: ପରିବାରବର୍ଗ <box>656 132 712 146</box>
lead-box-label: ଖଣି ଦୁର୍ନୀତି <box>628 441 778 479</box>
obituary-code: ଧ-୬୨୬୪୮ <box>331 2162 372 2174</box>
obituary-code: ଧ-୬୨୬୩୫ <box>145 2178 188 2190</box>
wish-name: Arpita Das <box>45 611 146 633</box>
rashi-text: ସନ୍ତାନଙ୍କ ପାଠପଢ଼ାରେ ଉନ୍ନତି ହେବ । ପ୍ରେମ ସମ୍ପର୍କ ମଧୁର ରହିବ । କଳା ଓ ସାହିତ୍ୟ କ୍ଷେତ୍ରରେ ସଫଳତା ମିଳିବ । <box>1173 375 1487 406</box>
paragraph: ସୂଚନା ଅଧିକାର ଆଇନରେ ଆବେଦନ କରାଯାଇଥିଲେ ମଧ୍ୟ ସୂଚନା ମିଳିନାହିଁ । ଏଣୁ ରାଜ୍ୟପାଳଙ୍କ ନିକଟରେ ମଧ୍ୟ ଦାବିପତ୍ର ଦିଆଯିବ ବୋଲି ସଂଗଠନ ପକ୍ଷରୁ କୁହାଯାଇଛି । <box>850 881 1117 930</box>
rashi-entry <box>1134 473 1487 509</box>
page-header <box>0 0 1498 44</box>
coupon-field[interactable]: ବୟସ........................ <box>10 102 118 115</box>
kid-name: ସାଇ ସୌରଭ <box>474 118 534 132</box>
farm-temple-section <box>848 1415 1116 2112</box>
kid-family: ପରିବାରବର୍ଗ <box>746 132 802 146</box>
obituary-heading: ଅଶ୍ରୁଳ ଶ୍ରଦ୍ଧାଞ୍ଜଳି <box>45 1630 152 1646</box>
kid-photo <box>643 53 725 115</box>
page-body <box>0 44 1498 2276</box>
obituary-text: ରଥ ଲେନ୍, ପୁରୀ । ଚାହୁଁଚାହୁଁ ତିନିବର୍ଷ ପୂରିଗଲା, କିନ୍ତୁ ଲାଗୁଛି ଏବେ ବି ଆମ ସହିତ ଅଛ । ଶ୍ରୀଜଗନ୍ନାଥ ତୁମର ଅମର ଆତ୍ମାକୁ ଅମ୍ଳାନ ରଖନ୍ତୁ, ଏତିକି କାମନା । ମଧୁସୂଦନ ମିଶ୍ର ଓ ପରିବାରବର୍ଗ । <box>377 1555 555 1650</box>
wish-title: ଜନ୍ମଦିନ ଶୁଭେଚ୍ଛା <box>380 471 559 494</box>
middle-column <box>570 175 1117 2112</box>
coupon-form-area <box>10 53 185 131</box>
rashifal-panel <box>1128 48 1493 1720</box>
coupon-field[interactable]: ନାମ.......................... <box>10 87 118 100</box>
balloon-icon <box>489 507 519 543</box>
zodiac-icon: ♓ <box>1134 685 1168 719</box>
rashi-entry <box>1134 373 1487 409</box>
front-continued-columns <box>570 1415 1117 2112</box>
paragraph: ଖାଦ୍ୟ ନମୁନା ସଂଗ୍ରହ କରି ପରୀକ୍ଷା ପାଇଁ ପଠାଯାଇଛି । ଗାଁରେ ସ୍ୱାସ୍ଥ୍ୟ ଶିବିର ଖୋଲାଯାଇଛି ଏବଂ ସ୍ଥିତି ବର୍ତ୍ତମାନ ନିୟନ୍ତ୍ରଣରେ ଅଛି ବୋଲି ପ୍ରଶାସନ ପକ୍ଷରୁ କୁହାଯାଇଛି । <box>850 1118 1117 1166</box>
rashi-name: କନ୍ୟା: <box>1173 416 1210 431</box>
obituary-heading: ପ୍ରଥମ ଶ୍ରାଦ୍ଧବାର୍ଷିକୀରେ ଅଶ୍ରୁଳ ଶ୍ରଦ୍ଧାଞ୍ଜଳି <box>381 1997 551 2029</box>
obituary-heading: ଶ୍ରଦ୍ଧାଞ୍ଜଳି ଦ୍ୱିତୀୟ ଶ୍ରାଦ୍ଧବାର୍ଷିକୀ <box>228 1917 337 1949</box>
farm-headline: ଚାଷୀଙ୍କ ପାଇଁ ... <box>905 1629 1059 1654</box>
zodiac-icon: ♊ <box>1134 259 1168 293</box>
rashi-text: କର୍ମକ୍ଷେତ୍ରରେ ପ୍ରଶଂସା ମିଳିବ । ଉଚ୍ଚ ପଦସ୍ଥଙ୍କ ସହ ସମ୍ପର୍କ ଭଲ ରହିବ । ପିତାଙ୍କ ଆଶୀର୍ବାଦ ମିଳିବ । <box>1173 685 1487 716</box>
zodiac-icon: ♐ <box>1134 559 1168 593</box>
